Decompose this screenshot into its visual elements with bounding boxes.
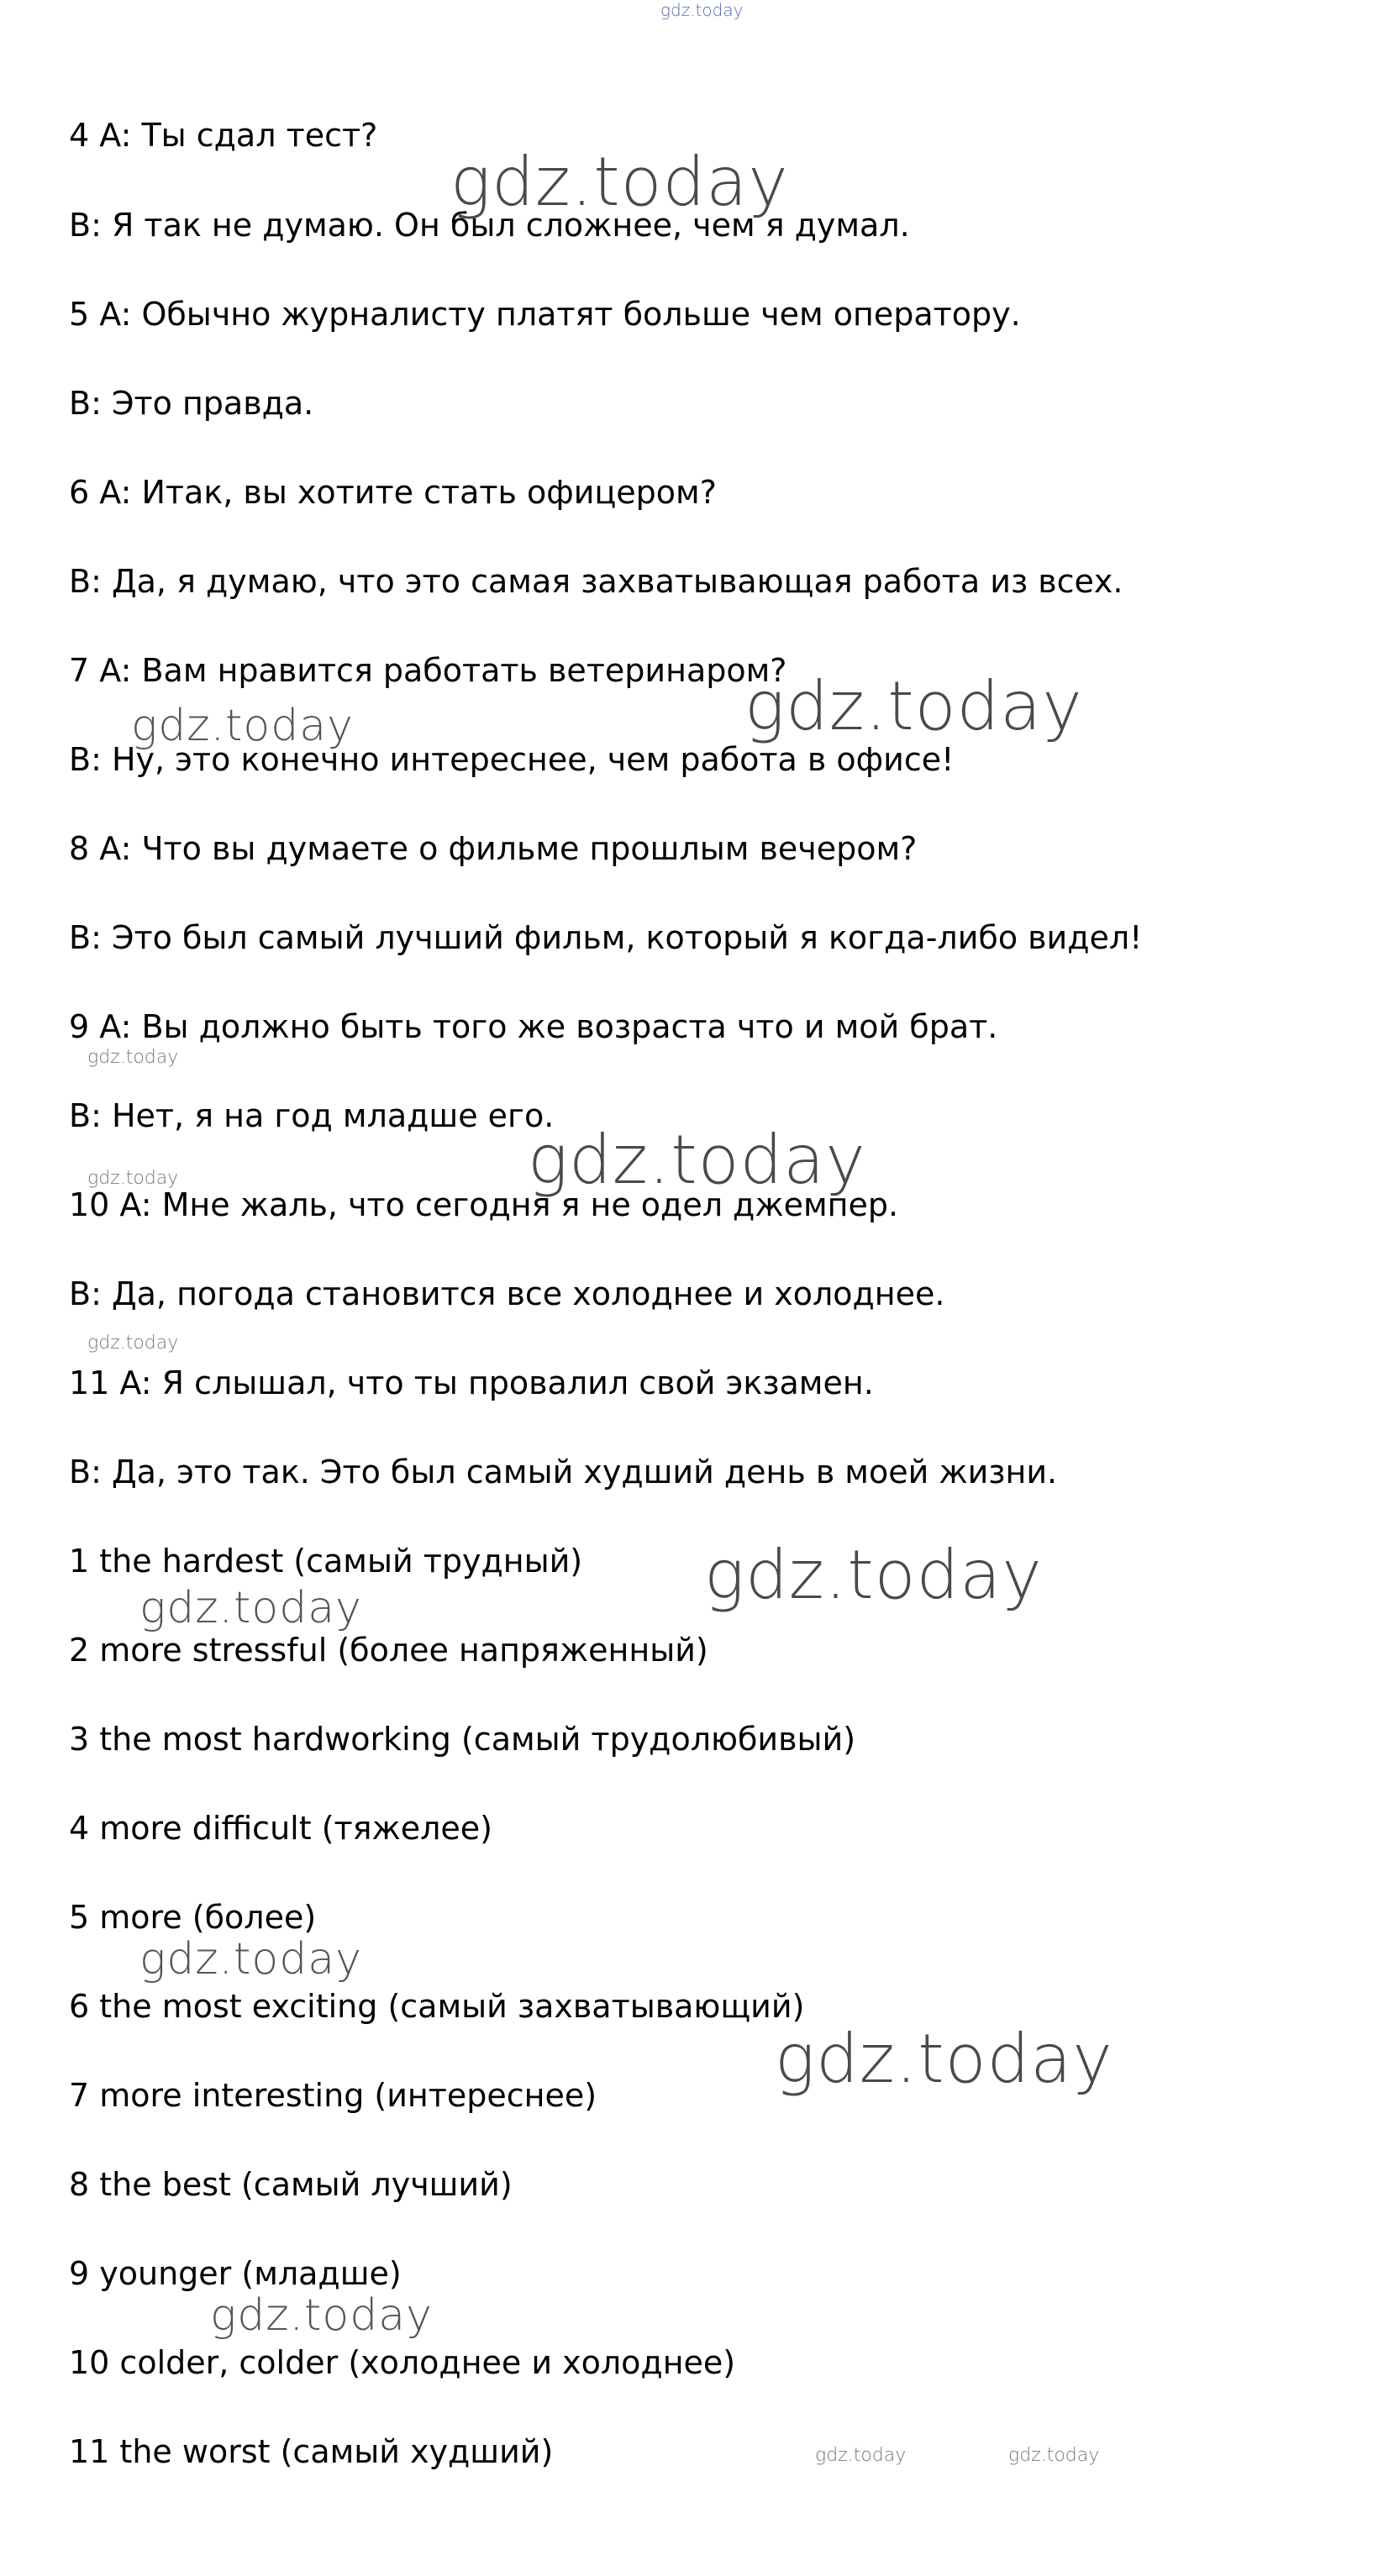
watermark: gdz.today bbox=[528, 1121, 866, 1199]
dialogue-line-8b: B: Это был самый лучший фильм, который я когда-либо видел! bbox=[69, 919, 1143, 956]
answer-line-4: 4 more difficult (тяжелее) bbox=[69, 1810, 493, 1847]
dialogue-line-5b: B: Это правда. bbox=[69, 385, 314, 422]
answer-line-3: 3 the most hardworking (самый трудолюбивый) bbox=[69, 1721, 856, 1758]
dialogue-line-9b: B: Нет, я на год младше его. bbox=[69, 1097, 555, 1134]
watermark: gdz.today bbox=[139, 1934, 362, 1985]
answer-line-1: 1 the hardest (самый трудный) bbox=[69, 1543, 583, 1580]
dialogue-line-5a: 5 A: Обычно журналисту платят больше чем оператору. bbox=[69, 296, 1021, 333]
dialogue-line-4a: 4 A: Ты сдал тест? bbox=[69, 117, 378, 154]
watermark: gdz.today bbox=[704, 1536, 1043, 1614]
dialogue-line-10b: B: Да, погода становится все холоднее и холоднее. bbox=[69, 1275, 945, 1312]
dialogue-line-4b: B: Я так не думаю. Он был сложнее, чем я думал. bbox=[69, 207, 910, 244]
watermark: gdz.today bbox=[450, 143, 789, 221]
watermark: gdz.today bbox=[775, 2020, 1113, 2098]
dialogue-line-9a: 9 A: Вы должно быть того же возраста что и мой брат. bbox=[69, 1008, 998, 1045]
watermark: gdz.today bbox=[210, 2290, 433, 2341]
watermark: gdz.today bbox=[1008, 2445, 1100, 2466]
dialogue-line-11a: 11 A: Я слышал, что ты провалил свой экзамен. bbox=[69, 1364, 874, 1401]
dialogue-line-7a: 7 A: Вам нравится работать ветеринаром? bbox=[69, 652, 787, 689]
dialogue-line-6b: B: Да, я думаю, что это самая захватывающая работа из всех. bbox=[69, 563, 1123, 600]
answer-line-5: 5 more (более) bbox=[69, 1899, 317, 1936]
dialogue-line-7b: B: Ну, это конечно интереснее, чем работа в офисе! bbox=[69, 741, 955, 778]
dialogue-line-6a: 6 A: Итак, вы хотите стать офицером? bbox=[69, 474, 717, 511]
top-watermark: gdz.today bbox=[660, 0, 744, 20]
watermark: gdz.today bbox=[131, 701, 354, 751]
answer-line-11: 11 the worst (самый худший) bbox=[69, 2433, 554, 2470]
watermark: gdz.today bbox=[87, 1168, 179, 1189]
dialogue-line-8a: 8 A: Что вы думаете о фильме прошлым вечером? bbox=[69, 830, 918, 867]
watermark: gdz.today bbox=[87, 1333, 179, 1354]
watermark: gdz.today bbox=[815, 2445, 907, 2466]
answer-line-10: 10 colder, colder (холоднее и холоднее) bbox=[69, 2344, 736, 2381]
dialogue-line-11b: B: Да, это так. Это был самый худший день в моей жизни. bbox=[69, 1454, 1058, 1490]
answer-line-7: 7 more interesting (интереснее) bbox=[69, 2077, 597, 2114]
answer-line-6: 6 the most exciting (самый захватывающий) bbox=[69, 1988, 805, 2025]
answer-line-8: 8 the best (самый лучший) bbox=[69, 2166, 513, 2203]
watermark: gdz.today bbox=[744, 667, 1083, 745]
watermark: gdz.today bbox=[87, 1047, 179, 1068]
answer-line-2: 2 more stressful (более напряженный) bbox=[69, 1632, 708, 1669]
answer-line-9: 9 younger (младше) bbox=[69, 2255, 402, 2292]
dialogue-line-10a: 10 A: Мне жаль, что сегодня я не одел джемпер. bbox=[69, 1186, 899, 1223]
watermark: gdz.today bbox=[139, 1583, 362, 1633]
